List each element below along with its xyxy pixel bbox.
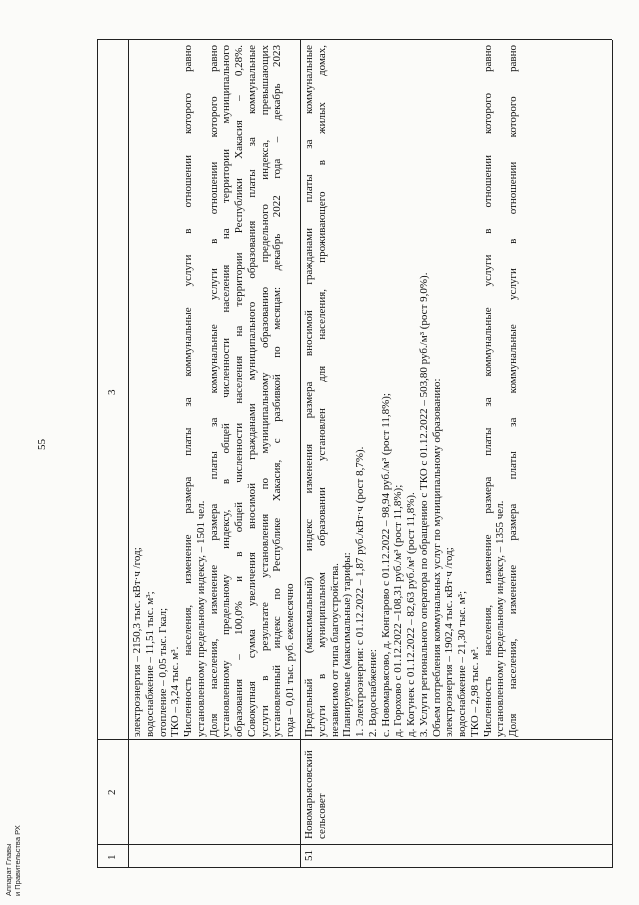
- row-51-text-line: д. Горохово с 01.12.2022 –108,31 руб./м³ (рост 11,8%);: [392, 484, 405, 737]
- row-51-text-line: установленному предельному индексу, – 1355 чел.: [494, 500, 507, 737]
- row-prev-text-line: электроэнергия – 2150,3 тыс. кВт·ч /год;: [131, 547, 143, 737]
- table-border-right: [97, 39, 612, 40]
- stamp-line2: и Правительства РХ: [13, 825, 22, 896]
- row-51-name-line2: сельсовет: [315, 793, 328, 839]
- row-51-text-line: 2. Водоснабжение:: [366, 649, 379, 737]
- row-prev-text-line: услуги в результате установления по муниципальному образованию предельного индекса, превышающих: [258, 45, 271, 737]
- row-prev-text-line: Численность населения, изменение размера платы за коммунальные услуги в отношении которого равно: [182, 45, 194, 737]
- row-divider: [300, 40, 301, 868]
- table-border-top: [97, 40, 98, 868]
- row-51-text-line: д. Когунек с 01.12.2022 – 82,63 руб./м³ (рост 11,8%).: [405, 492, 417, 737]
- stamp-line1: Аппарат Главы: [4, 843, 13, 896]
- row-51-name-line1: Новомарьясовский: [303, 750, 315, 839]
- table-border-bottom: [612, 40, 613, 868]
- row-51-number: 51: [303, 850, 315, 861]
- row-prev-text-line: года – 0,01 тыс. руб. ежемесячно: [284, 583, 296, 737]
- row-51-text-line: услуги в муниципальном образовании установлен для населения, проживающего в жилых домах,: [315, 45, 328, 737]
- row-51-text-line: Численность населения, изменение размера платы за коммунальные услуги в отношении которого равно: [481, 45, 494, 737]
- row-51-text-line: электроэнергия – 1902,4 тыс. кВт·ч /год;: [443, 547, 456, 737]
- header-row-divider: [128, 40, 129, 868]
- header-col-2: 2: [106, 789, 118, 795]
- row-51-text-line: Планируемые (максимальные) тарифы:: [341, 552, 354, 737]
- approval-stamp: [4, 800, 24, 900]
- row-prev-text-line: образования – 100,0% и в общей численности населения на территории Республики Хакасия – 0,28%.: [233, 45, 245, 737]
- col-1-2-divider: [97, 844, 612, 845]
- row-51-text-line: Объем потребления коммунальных услуг по муниципальному образованию:: [430, 378, 443, 737]
- row-51-text-line: Доля населения, изменение размера платы за коммунальные услуги в отношении которого равно: [507, 45, 519, 737]
- table-border-left: [97, 867, 612, 868]
- row-51-text-line: водоснабжение – 21,30 тыс. м³;: [456, 590, 468, 737]
- row-prev-text-line: установленному предельному индексу, – 1501 чел.: [194, 500, 207, 737]
- row-prev-text-line: установленному предельному индексу, в общей численности населения на территории муниципального: [220, 45, 233, 737]
- row-prev-text-line: водоснабжение – 11,51 тыс. м³;: [143, 591, 156, 737]
- header-col-3: 3: [106, 389, 118, 395]
- row-prev-text-line: отопление – 0,05 тыс. Гкал;: [156, 607, 169, 737]
- row-51-text-line: с. Новомарьясово, д. Конгарово с 01.12.2022 – 98,94 руб./м³ (рост 11,8%);: [379, 393, 392, 737]
- row-prev-text-line: Доля населения, изменение размера платы за коммунальные услуги в отношении которого равно: [207, 45, 220, 737]
- header-col-1: 1: [106, 854, 118, 860]
- row-51-text-line: независимо от типа благоустройства.: [328, 563, 341, 737]
- row-51-text-line: ТКО – 2,98 тыс. м³.: [468, 646, 481, 737]
- row-51-text-line: 1. Электроэнергия: с 01.12.2022 – 1,87 руб./кВт·ч (рост 8,7%).: [354, 446, 366, 737]
- row-prev-text-line: ТКО – 3,24 тыс. м³.: [169, 646, 182, 737]
- page-number: 55: [36, 439, 48, 450]
- row-51-text-line: 3. Услуги регионального оператора по обращению с ТКО с 01.12.2022 – 503,80 руб./м³ (рост 9,0%).: [417, 272, 430, 737]
- row-prev-text-line: Совокупная сумма увеличения вносимой гражданами муниципального образования платы за коммунальные: [245, 45, 258, 737]
- row-51-text-line: Предельный (максимальный) индекс изменения размера вносимой гражданами платы за коммунальные: [303, 45, 315, 737]
- col-2-3-divider: [97, 739, 612, 740]
- row-prev-text-line: установленный индекс по Республике Хакасия, с разбивкой по месяцам: декабрь 2022 года – декабрь 2023: [271, 45, 284, 737]
